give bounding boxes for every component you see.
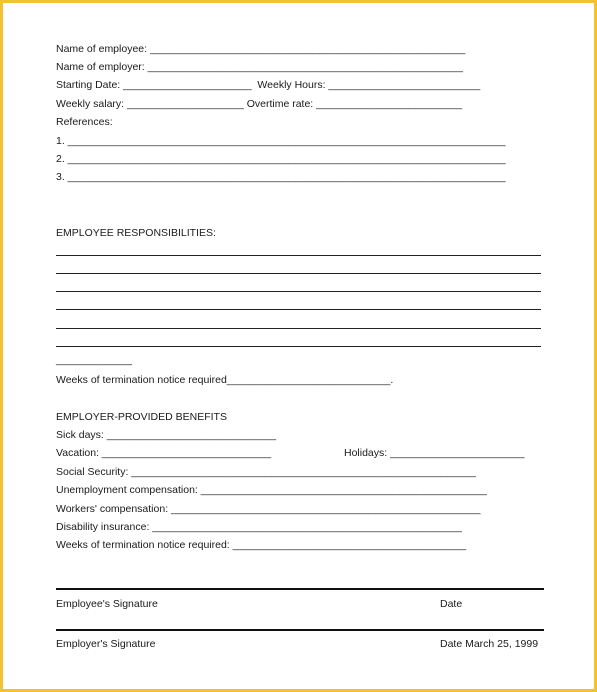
reference-3-field[interactable]: 3. ___________________________________________________________________________ <box>56 171 506 183</box>
benefits-termination-notice-field[interactable]: Weeks of termination notice required: ________________________________________ <box>56 539 467 551</box>
unemployment-compensation-field[interactable]: Unemployment compensation: _________________________________________________ <box>56 484 487 496</box>
workers-compensation-field[interactable]: Workers' compensation: _____________________________________________________ <box>56 503 481 515</box>
reference-2-field[interactable]: 2. ___________________________________________________________________________ <box>56 153 506 165</box>
responsibility-line[interactable] <box>56 328 541 329</box>
employee-signature-rule[interactable] <box>56 588 544 590</box>
starting-date-weekly-hours-field[interactable]: Starting Date: ______________________ Weekly Hours: __________________________ <box>56 79 481 91</box>
weekly-salary-overtime-field[interactable]: Weekly salary: ____________________ Overtime rate: _________________________ <box>56 98 463 110</box>
benefits-heading: EMPLOYER-PROVIDED BENEFITS <box>56 411 227 423</box>
responsibility-line[interactable] <box>56 255 541 256</box>
name-of-employer-field[interactable]: Name of employer: ______________________________________________________ <box>56 61 463 73</box>
termination-notice-field[interactable]: Weeks of termination notice required____________________________. <box>56 374 394 386</box>
responsibility-line[interactable] <box>56 291 541 292</box>
responsibility-line[interactable] <box>56 273 541 274</box>
reference-1-field[interactable]: 1. ___________________________________________________________________________ <box>56 135 506 147</box>
vacation-field[interactable]: Vacation: _____________________________ <box>56 447 272 459</box>
disability-insurance-field[interactable]: Disability insurance: _____________________________________________________ <box>56 521 462 533</box>
employee-date-label: Date <box>440 598 463 610</box>
employer-signature-rule[interactable] <box>56 629 544 631</box>
responsibilities-heading: EMPLOYEE RESPONSIBILITIES: <box>56 227 216 239</box>
holidays-field[interactable]: Holidays: _______________________ <box>344 447 525 459</box>
responsibility-line[interactable] <box>56 346 541 347</box>
responsibility-line[interactable] <box>56 309 541 310</box>
employee-signature-label: Employee's Signature <box>56 598 158 610</box>
responsibility-short-line[interactable]: _____________ <box>56 354 132 366</box>
sick-days-field[interactable]: Sick days: _____________________________ <box>56 429 277 441</box>
employer-signature-label: Employer's Signature <box>56 638 156 650</box>
social-security-field[interactable]: Social Security: ___________________________________________________________ <box>56 466 476 478</box>
employer-date: Date March 25, 1999 <box>440 638 539 650</box>
name-of-employee-field[interactable]: Name of employee: ______________________________________________________ <box>56 43 466 55</box>
references-label: References: <box>56 116 113 128</box>
